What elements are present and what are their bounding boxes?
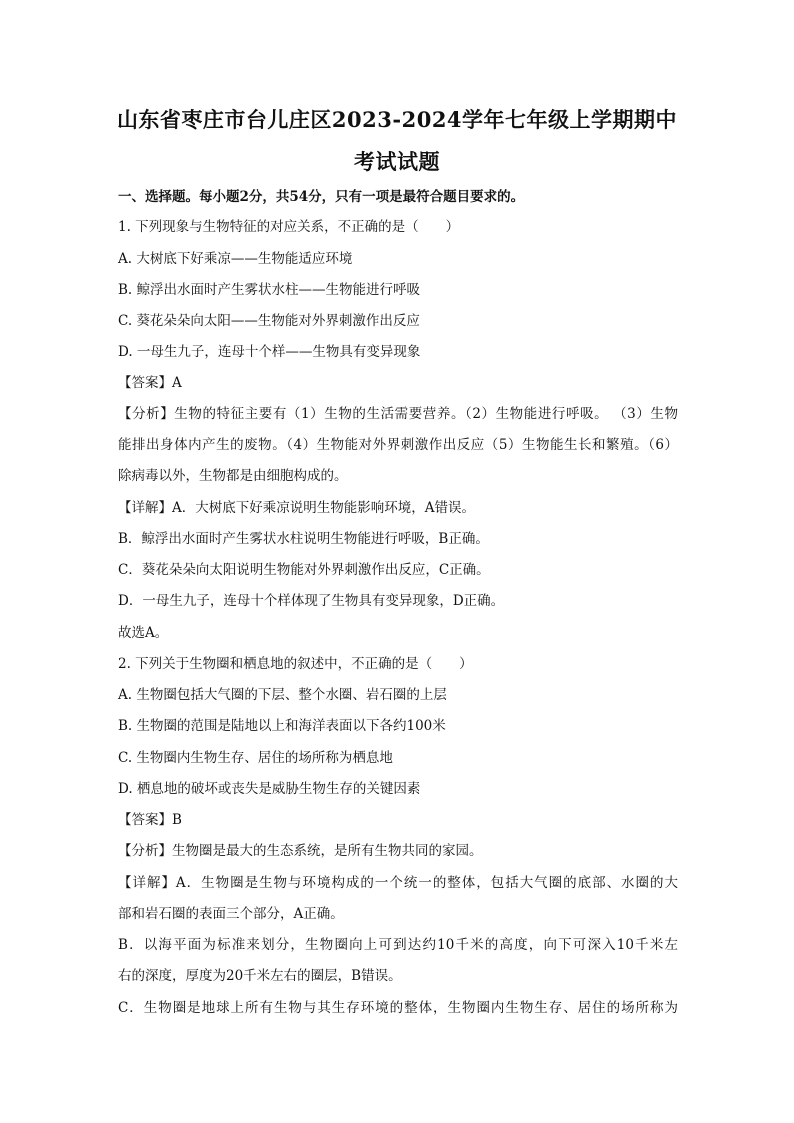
question-2-option-d: D. 栖息地的破坏或丧失是威胁生物生存的关键因素	[118, 781, 421, 797]
document-title-line-2: 考试试题	[354, 149, 440, 174]
question-1-detail-line: 【详解】A．大树底下好乘凉说明生物能影响环境，A错误。	[118, 500, 475, 516]
question-1-answer: 【答案】A	[118, 375, 182, 391]
question-2-option-b: B. 生物圈的范围是陆地以上和海洋表面以下各约100米	[118, 718, 446, 734]
question-2-analysis-line: 【分析】生物圈是最大的生态系统，是所有生物共同的家园。	[118, 843, 483, 859]
question-1-detail-line: C．葵花朵朵向太阳说明生物能对外界刺激作出反应，C正确。	[118, 562, 490, 578]
question-2-answer: 【答案】B	[118, 812, 182, 828]
question-1-detail-line: B．鲸浮出水面时产生雾状水柱说明生物能进行呼吸，B正确。	[118, 531, 489, 547]
question-1-analysis-line: 能排出身体内产生的废物。（4）生物能对外界刺激作出反应（5）生物能生长和繁殖。（6）	[118, 437, 678, 453]
question-1-option-c: C. 葵花朵朵向太阳——生物能对外界刺激作出反应	[118, 313, 420, 329]
question-2-option-a: A. 生物圈包括大气圈的下层、整个水圈、岩石圈的上层	[118, 687, 447, 703]
document-title-line-1: 山东省枣庄市台儿庄区2023-2024学年七年级上学期期中	[116, 107, 678, 132]
question-1-conclusion: 故选A。	[118, 625, 169, 641]
question-2-detail-line: C．生物圈是地球上所有生物与其生存环境的整体，生物圈内生物生存、居住的场所称为	[118, 1000, 678, 1016]
question-2-detail-line: 部和岩石圈的表面三个部分，A正确。	[118, 906, 344, 922]
question-1-option-b: B. 鲸浮出水面时产生雾状水柱——生物能进行呼吸	[118, 282, 421, 298]
section-heading: 一、选择题。每小题2分，共54分，只有一项是最符合题目要求的。	[118, 189, 525, 205]
question-2-option-c: C. 生物圈内生物生存、居住的场所称为栖息地	[118, 750, 393, 766]
question-1-option-d: D. 一母生九子，连母十个样——生物具有变异现象	[118, 344, 421, 360]
question-2-detail-line: 【详解】A．生物圈是生物与环境构成的一个统一的整体，包括大气圈的底部、水圈的大	[118, 875, 678, 891]
question-1-option-a: A. 大树底下好乘凉——生物能适应环境	[118, 251, 353, 267]
question-1-detail-line: D．一母生九子，连母十个样体现了生物具有变异现象，D正确。	[118, 593, 505, 609]
question-2-detail-line: B．以海平面为标准来划分，生物圈向上可到达约10千米的高度，向下可深入10千米左	[118, 937, 678, 953]
question-1-analysis-line: 【分析】生物的特征主要有（1）生物的生活需要营养。（2）生物能进行呼吸。 （3）生物	[118, 406, 678, 422]
question-1-stem: 1. 下列现象与生物特征的对应关系，不正确的是（ ）	[118, 219, 460, 235]
question-1-analysis-line: 除病毒以外，生物都是由细胞构成的。	[118, 468, 348, 484]
question-2-detail-line: 右的深度，厚度为20千米左右的圈层，B错误。	[118, 968, 402, 984]
question-2-stem: 2. 下列关于生物圈和栖息地的叙述中，不正确的是（ ）	[118, 656, 473, 672]
